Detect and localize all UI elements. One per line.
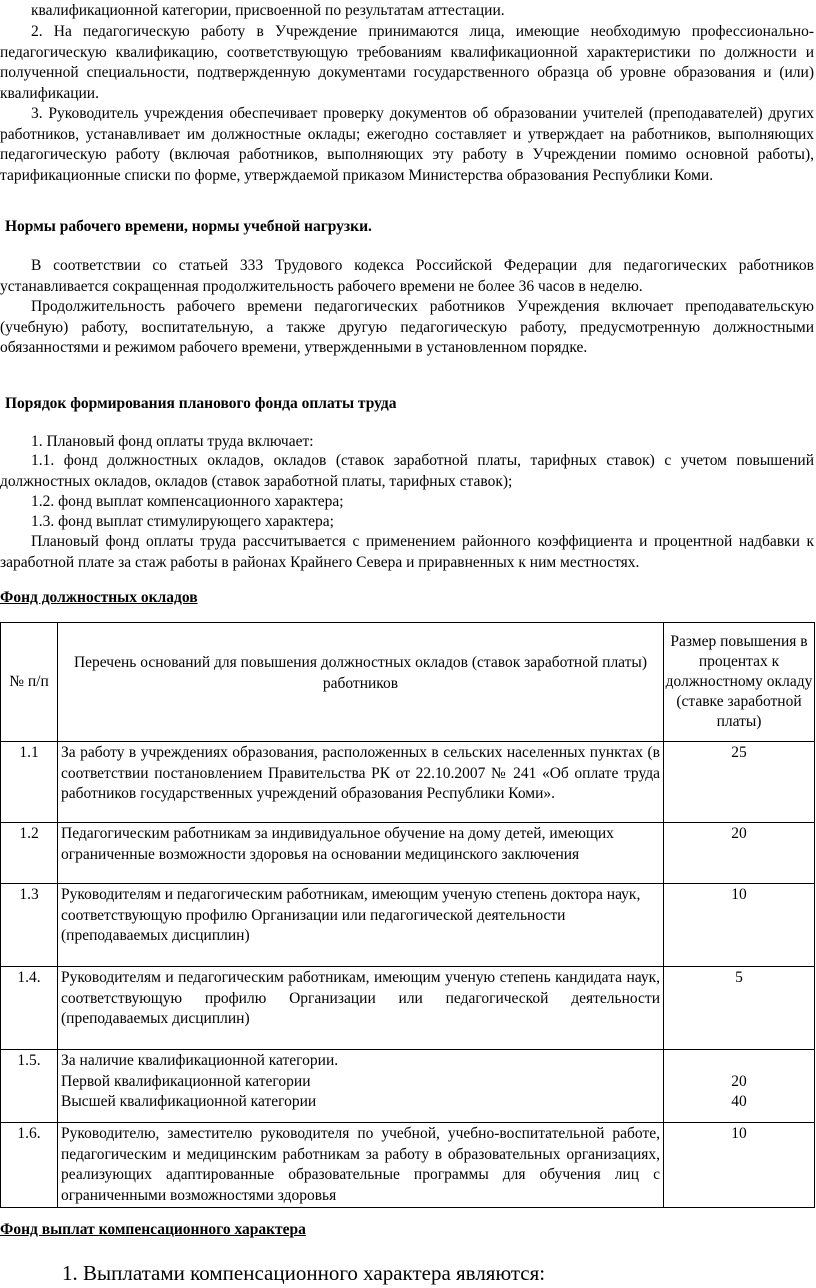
norms-paragraph-2: Продолжительность рабочего времени педагогических работников Учреждения включает преподавательскую (учебную) работу, воспитательную, а также другую педагогическую работу, предусмотренную должностными обязанностями и режимом рабочего времени, утвержденными в установленном порядке. [0, 298, 814, 356]
row-value: 20 [664, 823, 815, 884]
row-value [664, 1050, 815, 1123]
fund-item-1-2: 1.2. фонд выплат компенсационного характера; [31, 493, 344, 510]
row-num: 1.5. [1, 1050, 58, 1123]
row-num: 1.6. [1, 1123, 58, 1208]
row-text-line: За наличие квалификационной категории. [61, 1052, 339, 1069]
row-text: Руководителю, заместителю руководителя по учебной, учебно-воспитательной работе, педагогическим и медицинским работникам за работу в образовательных организациях, реализующих адаптированные образовательные программы для обучения лиц с ограниченными возможностями здоровья [58, 1123, 664, 1208]
table-row [1, 884, 815, 967]
paragraph-2: 2. На педагогическую работу в Учреждение принимаются лица, имеющие необходимую профессионально-педагогическую квалификацию, соответствующую требованиям квалификационной характеристики по должности и полученной специальности, подтвержденную документами государственного образца об уровне образования и (или) квалификации. [0, 23, 814, 102]
salary-fund-heading: Фонд должностных окладов [0, 589, 198, 606]
row-text: За работу в учреждениях образования, расположенных в сельских населенных пунктах (в соответствии постановлением Правительства РК от 22.10.2007 № 241 «Об оплате труда работников государственных учреждений образования Республики Коми». [58, 742, 664, 823]
row-value: 5 [664, 967, 815, 1050]
row-text: Педагогическим работникам за индивидуальное обучение на дому детей, имеющих ограниченные возможности здоровья на основании медицинского заключения [58, 823, 664, 884]
table-row [1, 967, 815, 1050]
row-num: 1.2 [1, 823, 58, 884]
fund-heading: Порядок формирования планового фонда оплаты труда [5, 395, 397, 412]
row-text [58, 1050, 664, 1123]
row-text: Руководителям и педагогическим работникам, имеющим ученую степень кандидата наук, соответствующую профилю Организации или педагогической деятельности (преподаваемых дисциплин) [58, 967, 664, 1050]
fund-item-1: 1. Плановый фонд оплаты труда включает: [31, 433, 314, 450]
row-value: 10 [664, 884, 815, 967]
row-value: 25 [664, 742, 815, 823]
row-text-line: Первой квалификационной категории [61, 1072, 311, 1090]
row-num: 1.4. [1, 967, 58, 1050]
fund-item-1-1: 1.1. фонд должностных окладов, окладов (ставок заработной платы, тарифных ставок) с учетом повышений должностных окладов, окладов (ставок заработной платы, тарифных ставок); [0, 452, 814, 490]
intro-line: квалификационной категории, присвоенной по результатам аттестации. [31, 2, 505, 19]
salary-increase-table [0, 622, 815, 1208]
row-value-highest: 40 [731, 1093, 747, 1110]
comp-fund-heading: Фонд выплат компенсационного характера [0, 1221, 306, 1238]
header-reason: Перечень оснований для повышения должностных окладов (ставок заработной платы) работников [58, 623, 664, 742]
row-text: Руководителям и педагогическим работникам, имеющим ученую степень доктора наук, соответствующую профилю Организации или педагогической деятельности (преподаваемых дисциплин) [58, 884, 664, 967]
paragraph-3: 3. Руководитель учреждения обеспечивает проверку документов об образовании учителей (преподавателей) других работников, устанавливает им должностные оклады; ежегодно составляет и утверждает на работников, выполняющих педагогическую работу (включая работников, выполняющих эту работу в Учреждении помимо основной работы), тарификационные списки по форме, утверждаемой приказом Министерства образования Республики Коми. [0, 105, 814, 184]
fund-item-1-3: 1.3. фонд выплат стимулирующего характера; [31, 513, 334, 530]
table-row [1, 1050, 815, 1123]
comp-fund-line: 1. Выплатами компенсационного характера являются: [62, 1261, 546, 1285]
fund-item-plan: Плановый фонд оплаты труда рассчитывается с применением районного коэффициента и процентной надбавки к заработной плате за стаж работы в районах Крайнего Севера и приравненных к ним местностях. [0, 533, 814, 571]
table-row [1, 823, 815, 884]
norms-paragraph-1: В соответствии со статьей 333 Трудового кодекса Российской Федерации для педагогических работников устанавливается сокращенная продолжительность рабочего времени не более 36 часов в неделю. [0, 257, 814, 295]
table-row [1, 742, 815, 823]
header-num: № п/п [1, 623, 58, 742]
table-header-row [1, 623, 815, 742]
row-value: 10 [664, 1123, 815, 1208]
table-row [1, 1123, 815, 1208]
norms-heading: Нормы рабочего времени, нормы учебной нагрузки. [5, 218, 372, 235]
header-size: Размер повышения в процентах к должностному окладу (ставке заработной платы) [664, 623, 815, 742]
row-text-line: Высшей квалификационной категории [61, 1093, 317, 1110]
row-num: 1.3 [1, 884, 58, 967]
row-num: 1.1 [1, 742, 58, 823]
row-value-first: 20 [731, 1072, 747, 1090]
